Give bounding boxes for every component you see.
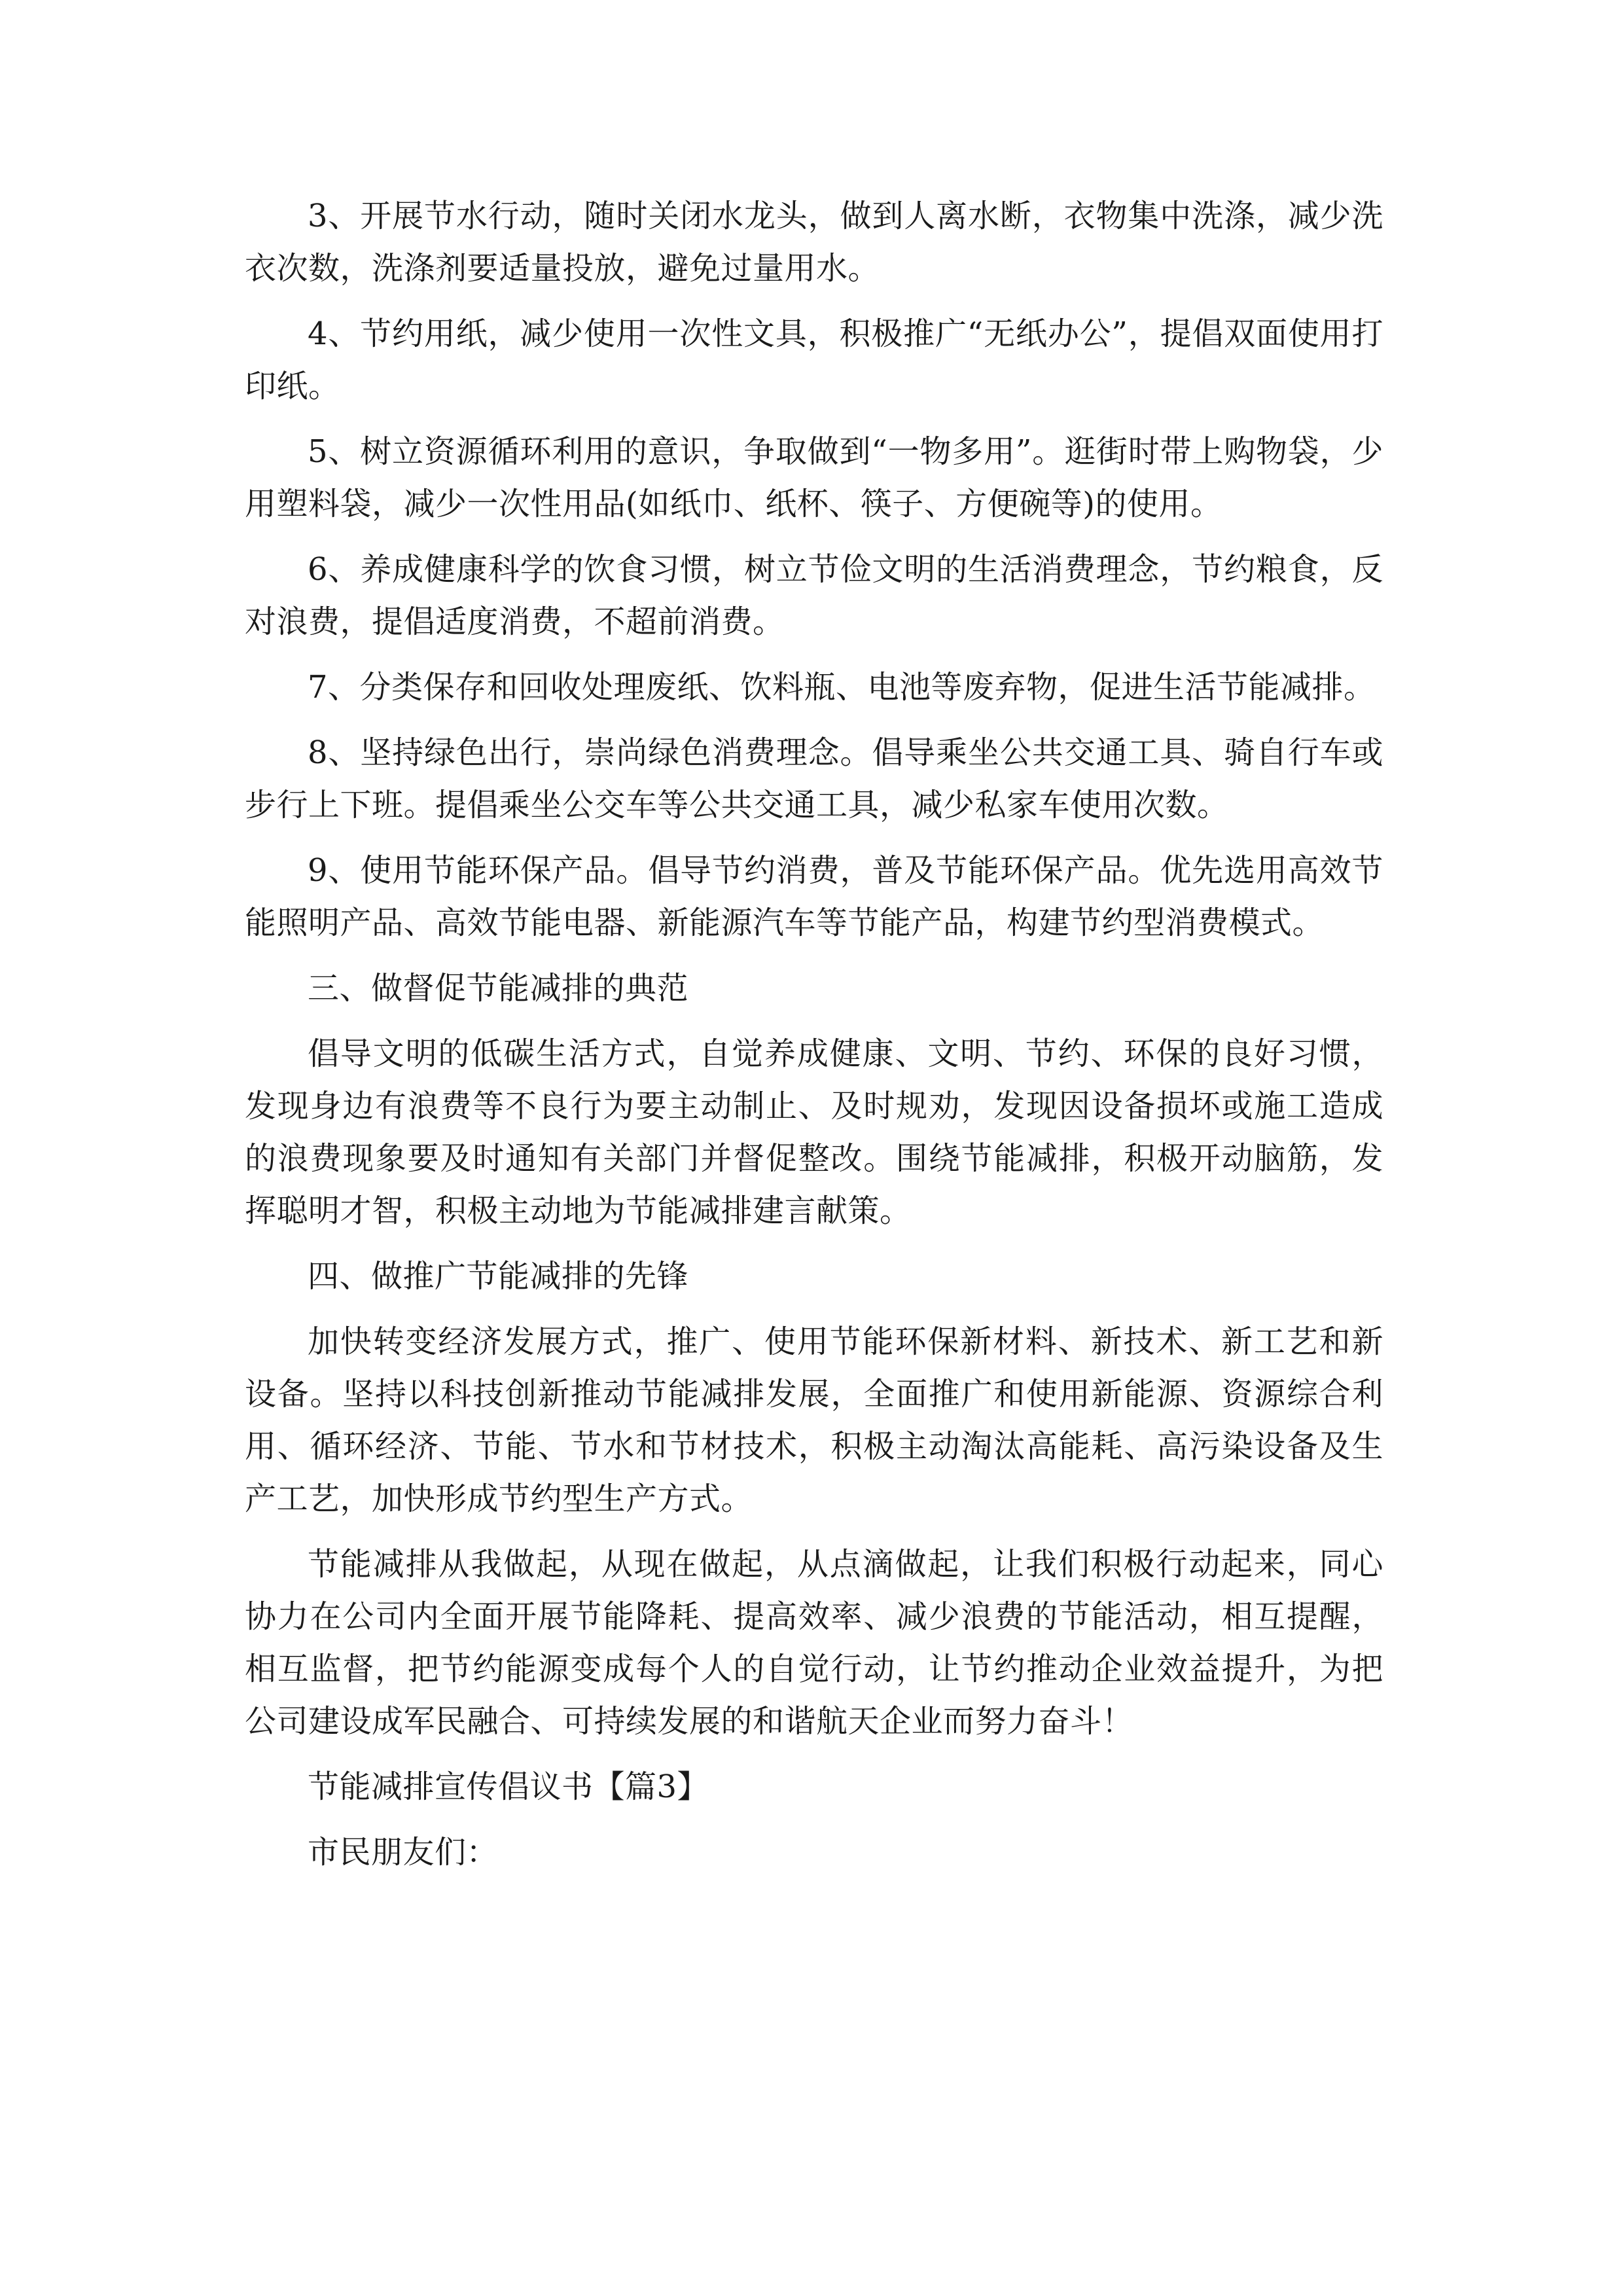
- section-heading-4: 四、做推广节能减排的先锋: [308, 1258, 689, 1295]
- paragraph-item-3: 3、开展节水行动，随时关闭水龙头，做到人离水断，衣物集中洗涤，减少洗衣次数，洗涤剂要适量投放，避免过量用水。: [245, 198, 1383, 287]
- paragraph-item-5: 5、树立资源循环利用的意识，争取做到“一物多用”。逛街时带上购物袋，少用塑料袋，减少一次性用品(如纸巾、纸杯、筷子、方便碗等)的使用。: [245, 433, 1383, 522]
- section-heading-3: 三、做督促节能减排的典范: [308, 970, 689, 1007]
- section-3-body: 倡导文明的低碳生活方式，自觉养成健康、文明、节约、环保的良好习惯，发现身边有浪费等不良行为要主动制止、及时规劝，发现因设备损坏或施工造成的浪费现象要及时通知有关部门并督促整改。围绕节能减排，积极开动脑筋，发挥聪明才智，积极主动地为节能减排建言献策。: [245, 1035, 1383, 1229]
- paragraph-item-9: 9、使用节能环保产品。倡导节约消费，普及节能环保产品。优先选用高效节能照明产品、高效节能电器、新能源汽车等节能产品，构建节约型消费模式。: [245, 852, 1383, 941]
- closing-paragraph: 节能减排从我做起，从现在做起，从点滴做起，让我们积极行动起来，同心协力在公司内全面开展节能降耗、提高效率、减少浪费的节能活动，相互提醒，相互监督，把节约能源变成每个人的自觉行动，让节约推动企业效益提升，为把公司建设成军民融合、可持续发展的和谐航天企业而努力奋斗！: [245, 1546, 1383, 1740]
- paragraph-item-7: 7、分类保存和回收处理废纸、饮料瓶、电池等废弃物，促进生活节能减排。: [308, 669, 1376, 706]
- paragraph-item-8: 8、坚持绿色出行，崇尚绿色消费理念。倡导乘坐公共交通工具、骑自行车或步行上下班。提倡乘坐公交车等公共交通工具，减少私家车使用次数。: [245, 734, 1383, 823]
- article-title: 节能减排宣传倡议书【篇3】: [308, 1768, 709, 1805]
- document-page: [245, 190, 1383, 1878]
- paragraph-item-6: 6、养成健康科学的饮食习惯，树立节俭文明的生活消费理念，节约粮食，反对浪费，提倡适度消费，不超前消费。: [245, 551, 1383, 640]
- paragraph-item-4: 4、节约用纸，减少使用一次性文具，积极推广“无纸办公”，提倡双面使用打印纸。: [245, 315, 1383, 404]
- section-4-body: 加快转变经济发展方式，推广、使用节能环保新材料、新技术、新工艺和新设备。坚持以科技创新推动节能减排发展，全面推广和使用新能源、资源综合利用、循环经济、节能、节水和节材技术，积极主动淘汰高能耗、高污染设备及生产工艺，加快形成节约型生产方式。: [245, 1323, 1383, 1517]
- salutation: 市民朋友们：: [308, 1834, 499, 1871]
